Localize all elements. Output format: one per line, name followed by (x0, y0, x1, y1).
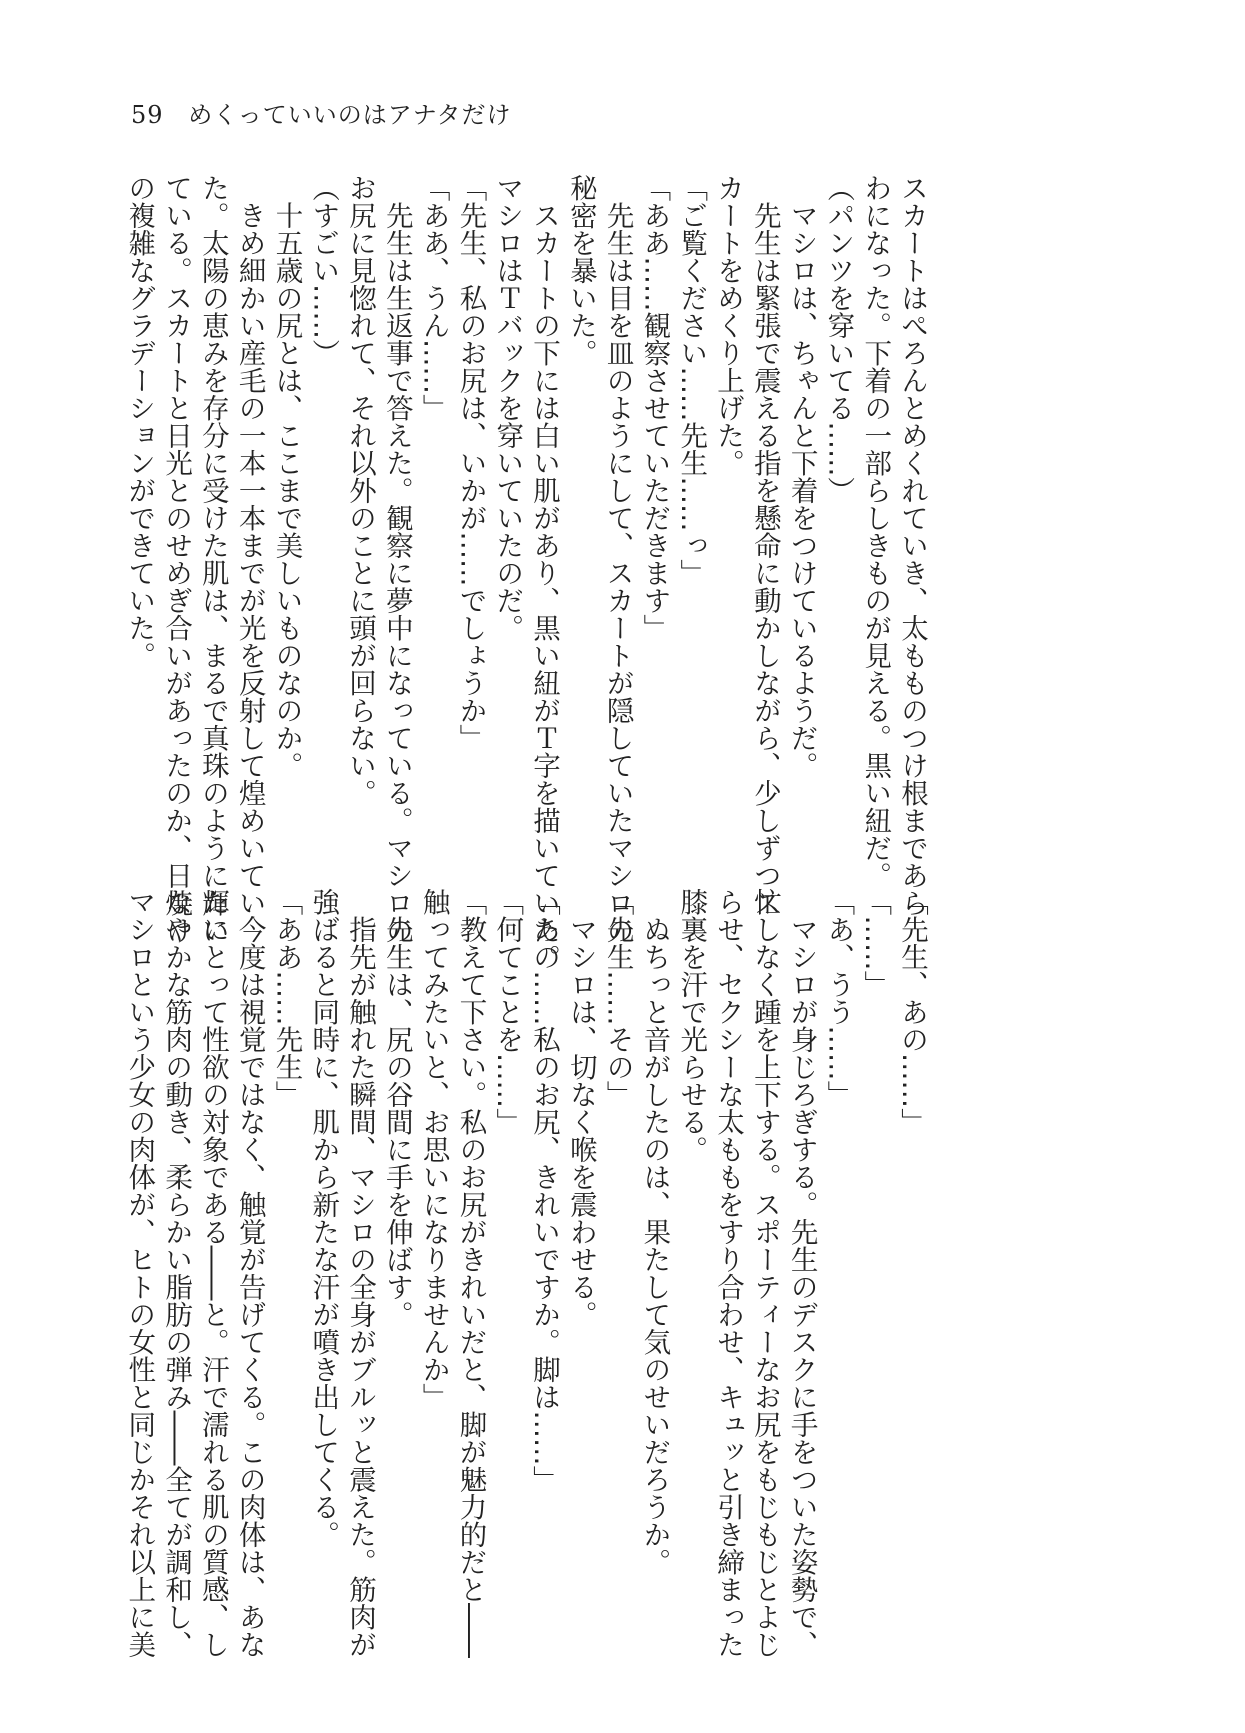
upper-text-block (123, 174, 930, 972)
text-line: 「何てことを……」 (491, 888, 524, 1136)
text-line: 先生は目を皿のようにして、スカートが隠していたマシロの (601, 174, 634, 944)
text-line: カートをめくり上げた。 (712, 174, 745, 477)
text-line: 先生は生返事で答えた。観察に夢中になっている。マシロの (380, 174, 413, 944)
page-number: 59 (131, 101, 164, 129)
text-line: 触ってみたいと、お思いになりませんか」 (417, 888, 450, 1411)
text-line: わになった。下着の一部らしきものが見える。黒い紐だ。 (859, 174, 892, 889)
text-line: の複雑なグラデーションができていた。 (123, 174, 156, 669)
text-line: 忙しなく踵を上下する。スポーティーなお尻をもじもじとよじ (748, 888, 781, 1658)
text-line: 「先生……その」 (601, 888, 634, 1108)
text-line: スカートの下には白い肌があり、黒い紐がＴ字を描いていた。 (528, 174, 561, 972)
text-line: 膝裏を汗で光らせる。 (675, 888, 708, 1163)
text-line: スカートはぺろんとめくれていき、太もものつけ根まであら (896, 174, 928, 917)
text-line: 先生は緊張で震える指を懸命に動かしながら、少しずつス (748, 174, 781, 917)
text-line: 「教えて下さい。私のお尻がきれいだと、脚が魅力的だと―― (454, 888, 487, 1658)
text-line: 「ああ、うん……」 (417, 174, 450, 422)
text-line: 「先生、あの……」 (896, 888, 928, 1136)
text-line: た。太陽の恵みを存分に受けた肌は、まるで真珠のように輝い (196, 174, 229, 944)
text-line: 今度は視覚ではなく、触覚が告げてくる。この肉体は、あな (233, 888, 266, 1658)
text-line: 「ご覧ください……先生……っ」 (675, 174, 708, 587)
text-line: お尻に見惚れて、それ以外のことに頭が回らない。 (344, 174, 377, 807)
text-line: らせ、セクシーな太ももをすり合わせ、キュッと引き締まった (712, 888, 745, 1658)
text-line: （すごい……） (307, 174, 340, 367)
text-line: 十五歳の尻とは、ここまで美しいものなのか。 (270, 174, 303, 779)
running-header (131, 95, 512, 130)
text-line: マシロという少女の肉体が、ヒトの女性と同じかそれ以上に美 (123, 888, 156, 1658)
text-line: マシロは、切なく喉を震わせる。 (564, 888, 597, 1328)
book-title: めくっていいのはアナタだけ (188, 101, 512, 129)
text-line: 「……」 (859, 888, 892, 998)
text-line: 指先が触れた瞬間、マシロの全身がブルッと震えた。筋肉が (344, 888, 377, 1658)
text-line: マシロはＴバックを穿いていたのだ。 (491, 174, 524, 642)
text-line: （パンツを穿いてる……） (822, 174, 855, 504)
text-line: たにとって性欲の対象である――と。汗で濡れる肌の質感、し (196, 888, 229, 1658)
text-line: ている。スカートと日光とのせめぎ合いがあったのか、日焼け (160, 174, 193, 944)
text-line: マシロは、ちゃんと下着をつけているようだ。 (785, 174, 818, 779)
text-line: なやかな筋肉の動き、柔らかい脂肪の弾み――全てが調和し、 (160, 888, 193, 1658)
text-line: 「先生、私のお尻は、いかが……でしょうか」 (454, 174, 487, 752)
text-line: ぬちっと音がしたのは、果たして気のせいだろうか。 (638, 888, 671, 1576)
text-line: 先生は、尻の谷間に手を伸ばす。 (380, 888, 413, 1328)
text-line: 「あの……私のお尻、きれいですか。脚は……」 (528, 888, 561, 1493)
text-line: 「ああ……観察させていただきます」 (638, 174, 671, 642)
text-line: きめ細かい産毛の一本一本までが光を反射して煌めいてい (233, 174, 266, 917)
text-line: 秘密を暴いた。 (564, 174, 597, 367)
text-line: 「ああ……先生」 (270, 888, 303, 1108)
text-line: 強ばると同時に、肌から新たな汗が噴き出してくる。 (307, 888, 340, 1548)
text-line: マシロが身じろぎする。先生のデスクに手をついた姿勢で、 (785, 888, 818, 1658)
text-line: 「あ、うう……」 (822, 888, 855, 1108)
lower-text-block (123, 888, 930, 1658)
